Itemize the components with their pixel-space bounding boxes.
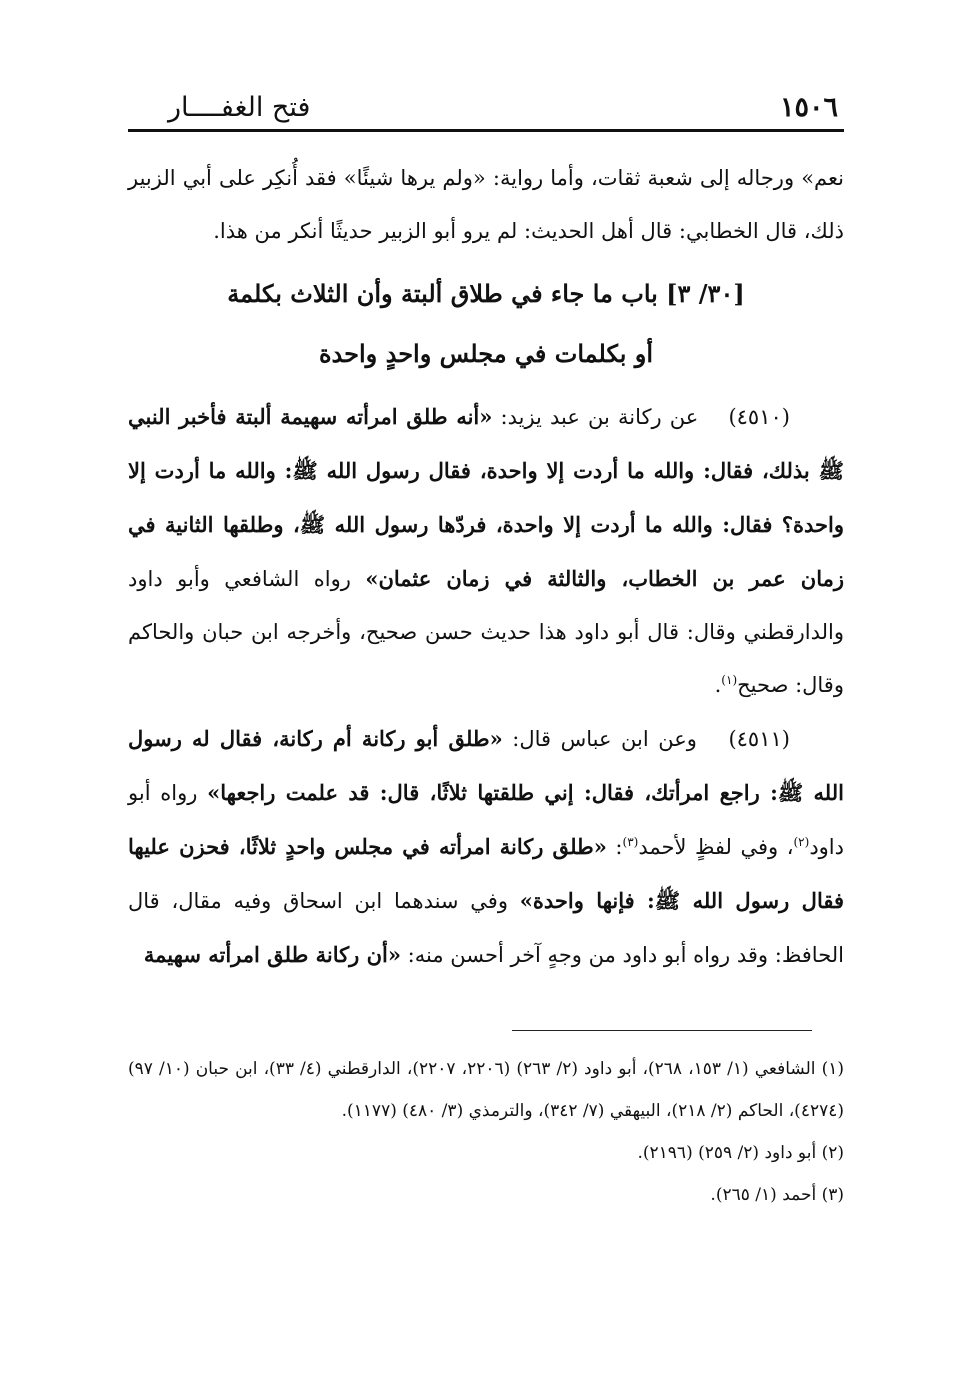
hadith-4510: (٤٥١٠) عن ركانة بن عبد يزيد: «أنه طلق امرأته سهيمة ألبتة فأخبر النبي ﷺ بذلك، فقال: والله ما أردت إلا واحدة، فقال رسول الله ﷺ: والله ما أردت إلا واحدة؟ فقال: والله ما أردت إلا واحدة، فردّها رسول الله ﷺ، وطلقها الثانية في زمان عمر بن الخطاب، والثالثة في زمان عثمان» رواه الشافعي وأبو داود والدارقطني وقال: قال أبو داود هذا حديث حسن صحيح، وأخرجه ابن حبان والحاكم وقال: صحيح$^{(١)}$. bbox=[128, 404, 844, 697]
hadith-4511: (٤٥١١) وعن ابن عباس قال: «طلق أبو ركانة أم ركانة، فقال له رسول الله ﷺ: راجع امرأتك، فقال: إني طلقتها ثلاثًا، قال: قد علمت راجعها» رواه أبو داود$^{(٢)}$، وفي لفظٍ لأحمد$^{(٣)}$: «طلق ركانة امرأته في مجلس واحدٍ ثلاثًا، فحزن عليها فقال رسول الله ﷺ: فإنها واحدة» وفي سندهما ابن اسحاق وفيه مقال، قال الحافظ: وقد رواه أبو داود من وجهٍ آخر أحسن منه: «أن ركانة طلق امرأته سهيمة bbox=[128, 726, 844, 967]
intro-line-2: ذلك، قال الخطابي: قال أهل الحديث: لم يرو أبو الزبير حديثًا أنكر من هذا. bbox=[213, 219, 844, 243]
intro-paragraph bbox=[128, 152, 844, 258]
hadith-matn: «طلق أبو ركانة أم ركانة، فقال له رسول الله ﷺ: راجع امرأتك، فقال: إني طلقتها ثلاثًا، قال: قد علمت راجعها» bbox=[128, 726, 844, 805]
hadith-matn: «أن ركانة طلق امرأته سهيمة bbox=[143, 942, 401, 967]
hadith-commentary: رواه الشافعي وأبو داود والدارقطني وقال: قال أبو داود هذا حديث حسن صحيح، وأخرجه ابن حبان والحاكم وقال: صحيح bbox=[128, 567, 844, 697]
hadith-number: (٤٥١٠) bbox=[728, 405, 790, 429]
header-rule bbox=[128, 129, 844, 132]
main-text bbox=[128, 152, 844, 982]
footnote-rule bbox=[512, 1030, 812, 1031]
hadith-commentary: رواه أبو داود bbox=[128, 781, 844, 859]
page-number: ١٥٠٦ bbox=[779, 92, 838, 123]
hadith-matn: «أنه طلق امرأته سهيمة ألبتة فأخبر النبي ﷺ بذلك، فقال: والله ما أردت إلا واحدة، فقال رسول الله ﷺ: والله ما أردت إلا واحدة؟ فقال: والله ما أردت إلا واحدة، فردّها رسول الله ﷺ، وطلقها الثانية في زمان عمر بن الخطاب، والثالثة في زمان عثمان» bbox=[128, 404, 844, 591]
hadith-matn: «طلق ركانة امرأته في مجلس واحدٍ ثلاثًا، فحزن عليها فقال رسول الله ﷺ: فإنها واحدة» bbox=[128, 834, 844, 913]
hadith-narrator: عن ركانة بن عبد يزيد: bbox=[500, 405, 699, 429]
footnote-marker[interactable]: (١) bbox=[721, 673, 738, 687]
footnote-marker[interactable]: (٢) bbox=[793, 835, 810, 849]
chapter-heading-line-1: [٣٠/ ٣] باب ما جاء في طلاق ألبتة وأن الثلاث بكلمة bbox=[227, 279, 745, 308]
footnote-marker[interactable]: (٣) bbox=[622, 835, 639, 849]
running-title: فتح الغفــــار bbox=[168, 92, 311, 123]
chapter-heading-line-2: أو بكلمات في مجلس واحدٍ واحدة bbox=[318, 339, 654, 368]
hadith-number: (٤٥١١) bbox=[728, 727, 790, 751]
footnotes bbox=[128, 1048, 844, 1216]
hadith-commentary: وفي سندهما ابن اسحاق وفيه مقال، قال الحافظ: وقد رواه أبو داود من وجهٍ آخر أحسن منه: bbox=[128, 889, 844, 967]
running-header bbox=[128, 90, 844, 128]
footnote-2: (٢) أبو داود (٢/ ٢٥٩) (٢١٩٦). bbox=[637, 1143, 844, 1163]
footnote-3: (٣) أحمد (١/ ٢٦٥). bbox=[710, 1185, 844, 1205]
footnote-1: (١) الشافعي (١/ ١٥٣، ٢٦٨)، أبو داود (٢/ ٢٦٣) (٢٢٠٦، ٢٢٠٧)، الدارقطني (٤/ ٣٣)، ابن حبان (١٠/ ٩٧) (٤٢٧٤)، الحاكم (٢/ ٢١٨)، البيهقي (٧/ ٣٤٢)، والترمذي (٣/ ٤٨٠) (١١٧٧). bbox=[128, 1059, 844, 1121]
intro-line-1: نعم» ورجاله إلى شعبة ثقات، وأما رواية: «ولم يرها شيئًا» فقد أُنكِر على أبي الزبير bbox=[128, 166, 844, 190]
hadith-narrator: وعن ابن عباس قال: bbox=[512, 727, 697, 751]
chapter-heading bbox=[128, 264, 844, 384]
